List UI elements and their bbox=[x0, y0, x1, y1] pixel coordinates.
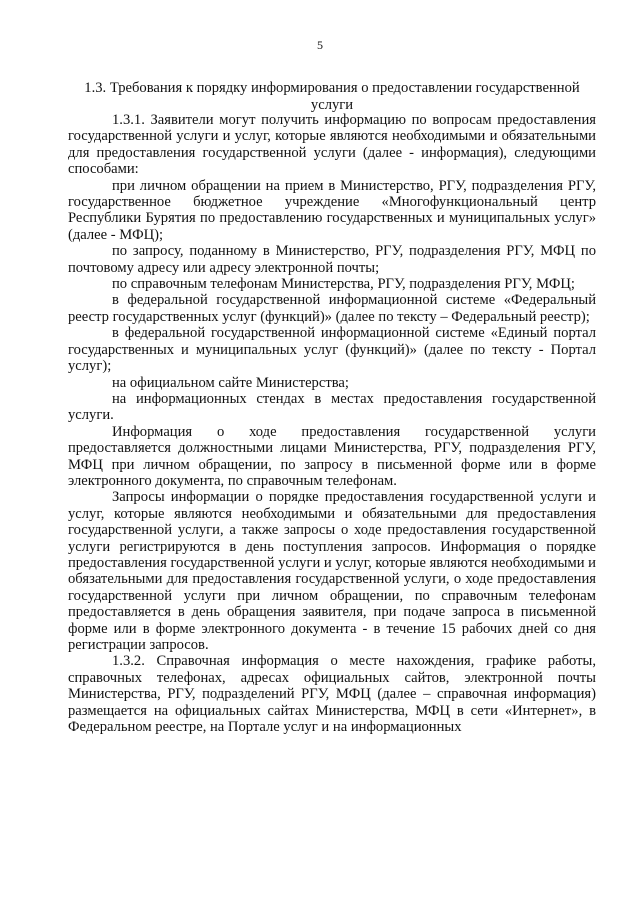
section-heading: 1.3. Требования к порядку информирования о предоставлении государственной услуги bbox=[84, 80, 580, 113]
body-text bbox=[68, 112, 596, 735]
paragraph: на официальном сайте Министерства; bbox=[112, 374, 349, 391]
paragraph: в федеральной государственной информационной системе «Единый портал государственных и муниципальных услуг (функций)» (далее по тексту - Портал услуг); bbox=[68, 325, 596, 375]
paragraph: 1.3.1. Заявители могут получить информацию по вопросам предоставления государственной услуги и услуг, которые являются необходимыми и обязательными для предоставления государственной услуги (далее - информация), следующими способами: bbox=[68, 112, 596, 178]
paragraph: Информация о ходе предоставления государственной услуги предоставляется должностными лицами Министерства, РГУ, подразделения РГУ, МФЦ при личном обращении, по запросу в письменной форме или в форме электронного документа, по справочным телефонам. bbox=[68, 423, 596, 489]
paragraph: 1.3.2. Справочная информация о месте нахождения, графике работы, справочных телефонах, адресах официальных сайтов, электронной почты Министерства, РГУ, подразделений РГУ, МФЦ (далее – справочная информация) размещается на официальных сайтах Министерства, МФЦ в сети «Интернет», в Федеральном реестре, на Портале услуг и на информационных bbox=[68, 653, 596, 736]
paragraph: по справочным телефонам Министерства, РГУ, подразделения РГУ, МФЦ; bbox=[112, 276, 575, 293]
paragraph: в федеральной государственной информационной системе «Федеральный реестр государственных услуг (функций)» (далее по тексту – Федеральный реестр); bbox=[68, 292, 596, 325]
paragraph: по запросу, поданному в Министерство, РГУ, подразделения РГУ, МФЦ по почтовому адресу или адресу электронной почты; bbox=[68, 243, 596, 276]
paragraph: Запросы информации о порядке предоставления государственной услуги и услуг, которые являются необходимыми и обязательными для предоставления государственной услуги, а также запросы о ходе предоставления государственной услуги регистрируются в день поступления запросов. Информация о порядке предоставления государственной услуги и услуг, которые являются необходимыми и обязательными для предоставления государственной услуги, о ходе предоставления государственной услуги при личном обращении, по справочным телефонам предоставляется в день обращения заявителя, при подаче запроса в письменной форме или в форме электронного документа - в течение 15 рабочих дней со дня регистрации запросов. bbox=[68, 489, 596, 653]
page-number: 5 bbox=[317, 38, 323, 52]
paragraph: на информационных стендах в местах предоставления государственной услуги. bbox=[68, 390, 596, 424]
paragraph: при личном обращении на прием в Министерство, РГУ, подразделения РГУ, государственное бюджетное учреждение «Многофункциональный центр Республики Бурятия по предоставлению государственных и муниципальных услуг» (далее - МФЦ); bbox=[68, 177, 596, 243]
